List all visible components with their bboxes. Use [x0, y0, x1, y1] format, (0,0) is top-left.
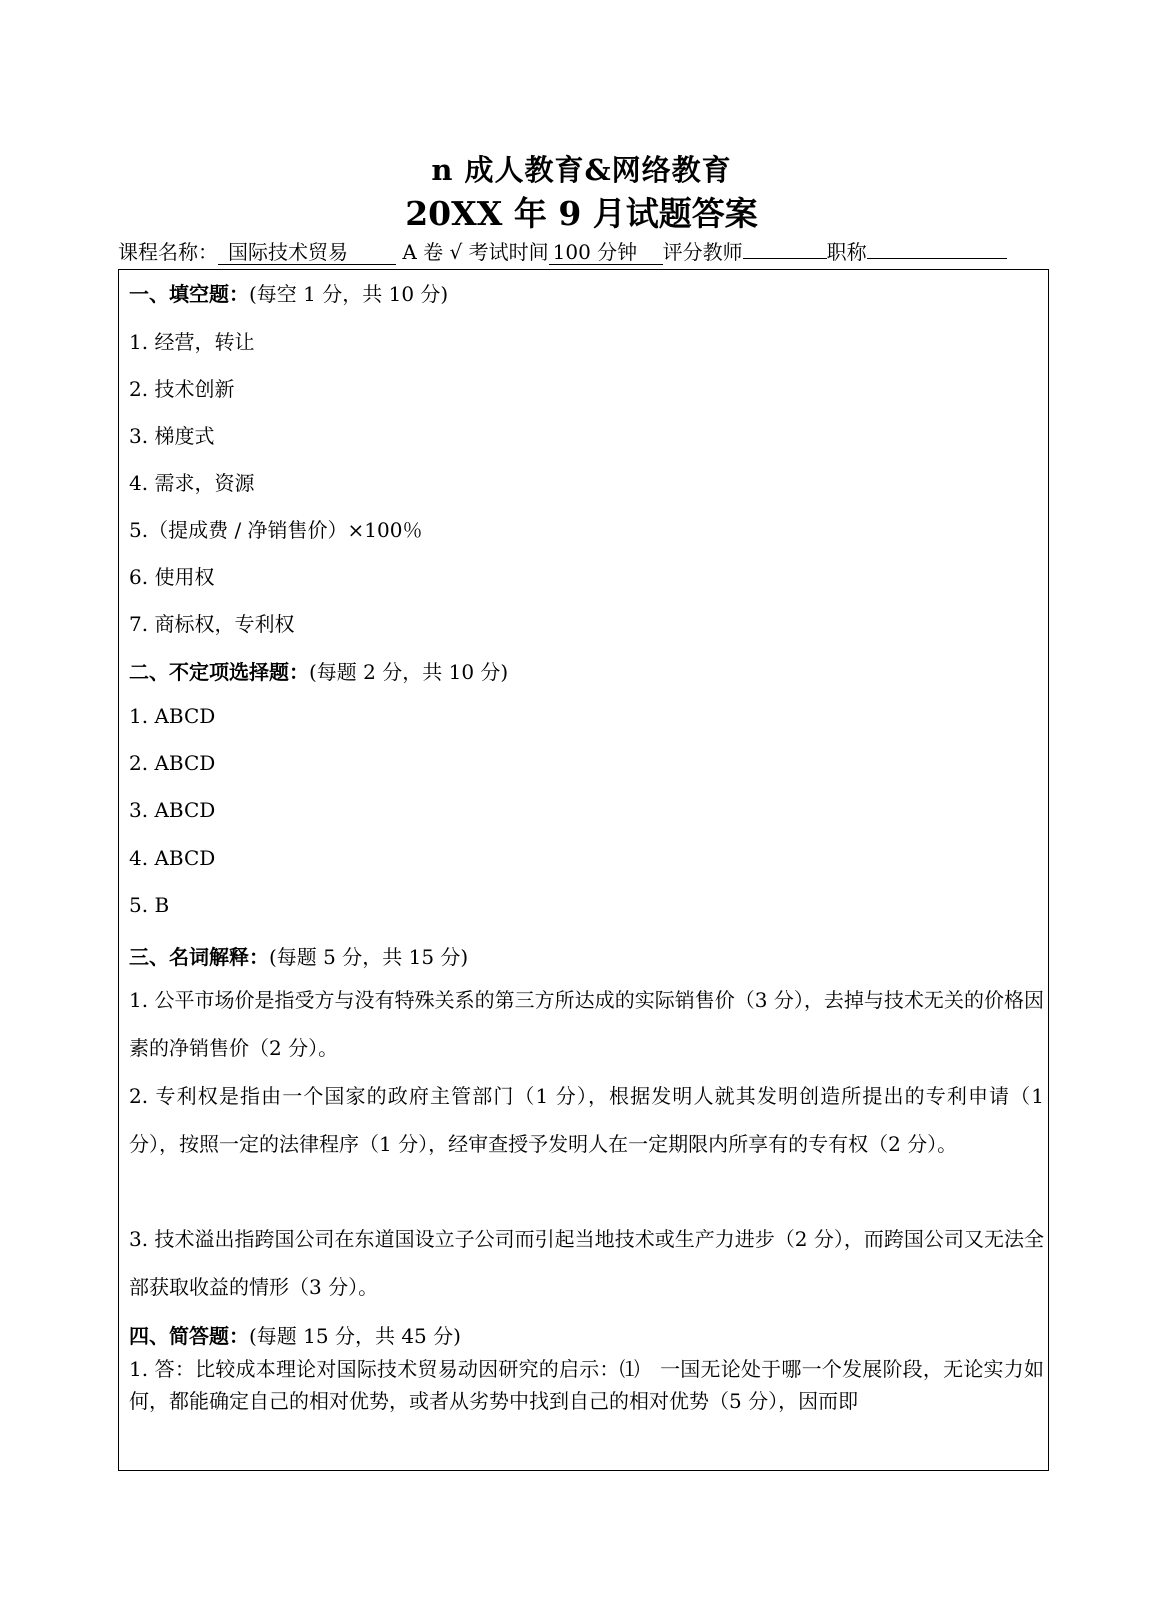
answer-item: 6. 使用权 — [129, 565, 215, 589]
grader-value — [743, 258, 827, 259]
section-2-note: (每题 2 分，共 10 分) — [309, 660, 509, 684]
course-label: 课程名称： — [118, 240, 218, 264]
course-info-line — [118, 238, 1048, 266]
section-1-note: (每空 1 分，共 10 分) — [249, 282, 449, 306]
answer-box — [118, 269, 1049, 1471]
answer-item: 4. ABCD — [129, 846, 216, 870]
answer-paragraph: 1. 答：比较成本理论对国际技术贸易动因研究的启示：⑴ 一国无论处于哪一个发展阶段，无论实力如何，都能确定自己的相对优势，或者从劣势中找到自己的相对优势（5 分），因而即 — [129, 1357, 1044, 1413]
institution-title: n 成人教育&网络教育 — [431, 153, 732, 187]
section-4-note: (每题 15 分，共 45 分) — [249, 1324, 461, 1348]
answer-paragraph: 1. 公平市场价是指受方与没有特殊关系的第三方所达成的实际销售价（3 分），去掉与技术无关的价格因素的净销售价（2 分）。 — [129, 988, 1044, 1060]
section-4-title: 四、简答题： — [129, 1324, 249, 1348]
answer-item: 7. 商标权，专利权 — [129, 612, 295, 636]
course-value: 国际技术贸易 — [218, 240, 396, 265]
section-1-title: 一、填空题： — [129, 282, 249, 306]
rank-value — [867, 258, 1007, 259]
answer-item: 1. ABCD — [129, 704, 216, 728]
answer-item: 4. 需求，资源 — [129, 471, 255, 495]
answer-item: 2. ABCD — [129, 751, 216, 775]
section-4-heading — [129, 1320, 461, 1349]
time-label: 考试时间 — [468, 240, 549, 264]
time-value: 100 分钟 — [549, 240, 663, 265]
section-3-heading — [129, 941, 468, 970]
answer-item: 3. ABCD — [129, 798, 216, 822]
answer-item: 3. 梯度式 — [129, 424, 215, 448]
exam-title: 20XX 年 9 月试题答案 — [405, 194, 758, 233]
answer-item: 1. 经营，转让 — [129, 330, 255, 354]
section-3-note: (每题 5 分，共 15 分) — [269, 945, 469, 969]
answer-item: 5. B — [129, 893, 170, 917]
answer-item: 5.（提成费 / 净销售价）×100％ — [129, 518, 423, 542]
section-1-heading — [129, 278, 448, 307]
answer-paragraph: 2. 专利权是指由一个国家的政府主管部门（1 分），根据发明人就其发明创造所提出的专利申请（1 分），按照一定的法律程序（1 分），经审查授予发明人在一定期限内所享有的专有权（2 分）。 — [129, 1084, 1044, 1156]
grader-label: 评分教师 — [662, 240, 743, 264]
section-2-title: 二、不定项选择题： — [129, 660, 309, 684]
answer-item: 2. 技术创新 — [129, 377, 235, 401]
section-3-title: 三、名词解释： — [129, 945, 269, 969]
answer-paragraph: 3. 技术溢出指跨国公司在东道国设立子公司而引起当地技术或生产力进步（2 分），而跨国公司又无法全部获取收益的情形（3 分）。 — [129, 1227, 1044, 1299]
paper-type: A 卷 √ — [402, 240, 463, 264]
rank-label: 职称 — [826, 240, 867, 264]
section-2-heading — [129, 656, 508, 685]
